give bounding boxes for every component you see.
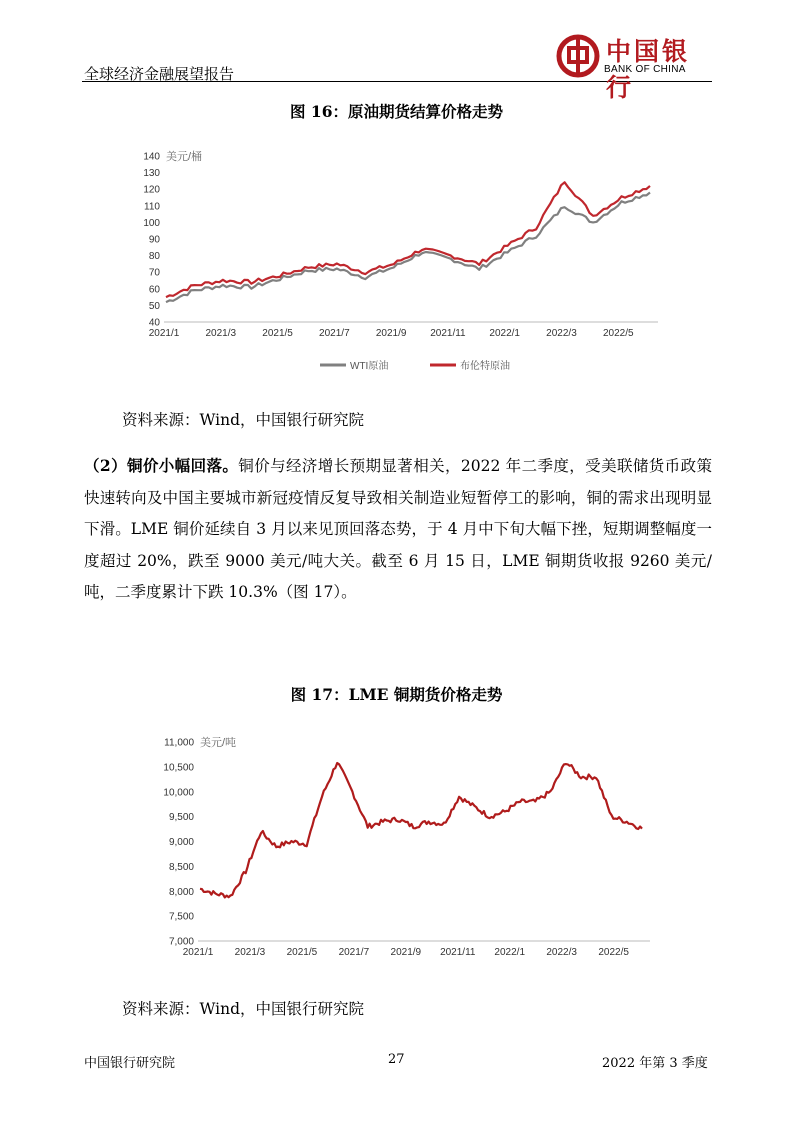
- series-line: [166, 193, 650, 303]
- figure16-source: 资料来源：Wind，中国银行研究院: [122, 411, 365, 429]
- x-tick-label: 2021/7: [338, 947, 370, 958]
- x-tick-label: 2021/1: [182, 947, 214, 958]
- x-tick-label: 2021/9: [390, 947, 422, 958]
- copper-futures-chart: [140, 728, 660, 968]
- boc-logo-icon: [556, 34, 600, 78]
- x-tick-label: 2021/1: [148, 328, 180, 339]
- x-tick-label: 2021/9: [375, 328, 407, 339]
- x-tick-label: 2022/3: [546, 328, 577, 339]
- y-tick-label: 40: [148, 317, 160, 329]
- y-tick-label: 50: [148, 300, 160, 312]
- legend-entry: 布伦特原油: [460, 361, 510, 372]
- x-tick-label: 2021/5: [262, 328, 293, 339]
- x-tick-label: 2021/11: [440, 947, 476, 958]
- y-tick-label: 100: [143, 217, 160, 229]
- x-tick-label: 2021/5: [286, 947, 318, 958]
- y-tick-label: 10,500: [163, 762, 194, 774]
- y-tick-label: 7,000: [168, 936, 194, 948]
- y-tick-label: 130: [143, 168, 160, 180]
- footer-period: 2022 年第 3 季度: [602, 1056, 708, 1071]
- series-line: [200, 763, 642, 897]
- report-title: 全球经济金融展望报告: [84, 65, 235, 83]
- paragraph-body: 铜价与经济增长预期显著相关，2022 年二季度，受美联储货币政策快速转向及中国主要城市新冠疫情反复导致相关制造业短暂停工的影响，铜的需求出现明显下滑。LME 铜价延续自 3 月以来见顶回落态势，于 4 月中下旬大幅下挫，短期调整幅度一度超过 20%，跌至 9000 美元/吨大关。截至 6 月 15 日，LME 铜期货收报 9260 美元/吨，二季度累计下跌 10.3%（图 17）。: [84, 457, 712, 601]
- x-tick-label: 2022/1: [489, 328, 520, 339]
- bank-logo: [556, 32, 716, 102]
- y-tick-label: 90: [148, 234, 160, 246]
- legend-entry: WTI原油: [350, 361, 389, 372]
- y-unit-label: 美元/桶: [166, 151, 203, 163]
- x-tick-label: 2021/7: [319, 328, 350, 339]
- y-tick-label: 8,000: [168, 886, 194, 898]
- y-tick-label: 60: [148, 284, 160, 296]
- x-tick-label: 2022/3: [546, 947, 577, 958]
- y-tick-label: 7,500: [168, 911, 194, 923]
- logo-text-en: BANK OF CHINA: [604, 64, 686, 75]
- y-unit-label: 美元/吨: [200, 737, 237, 749]
- figure16-title: 图 16：原油期货结算价格走势: [290, 102, 503, 121]
- y-tick-label: 80: [148, 251, 160, 263]
- paragraph-lead: （2）铜价小幅回落。: [84, 456, 239, 475]
- x-tick-label: 2021/3: [234, 947, 266, 958]
- page-number: 27: [388, 1052, 405, 1067]
- logo-text-cn: 中国银行: [606, 37, 691, 102]
- oil-futures-chart: [110, 140, 670, 380]
- y-tick-label: 120: [143, 184, 160, 196]
- y-tick-label: 8,500: [168, 861, 194, 873]
- y-tick-label: 9,000: [168, 837, 194, 848]
- y-tick-label: 140: [143, 151, 160, 163]
- copper-paragraph: [84, 450, 712, 609]
- footer-org: 中国银行研究院: [84, 1056, 176, 1071]
- y-tick-label: 110: [144, 201, 160, 213]
- x-tick-label: 2022/5: [598, 947, 629, 958]
- figure17-title: 图 17：LME 铜期货价格走势: [290, 685, 503, 704]
- y-tick-label: 11,000: [164, 737, 194, 749]
- x-tick-label: 2022/1: [494, 947, 526, 958]
- x-tick-label: 2022/5: [602, 328, 634, 339]
- x-tick-label: 2021/3: [205, 328, 237, 339]
- y-tick-label: 9,500: [168, 812, 194, 824]
- series-line: [166, 182, 650, 297]
- x-tick-label: 2021/11: [430, 328, 466, 339]
- y-tick-label: 70: [148, 267, 160, 279]
- y-tick-label: 10,000: [163, 787, 194, 799]
- figure17-source: 资料来源：Wind，中国银行研究院: [122, 1000, 365, 1018]
